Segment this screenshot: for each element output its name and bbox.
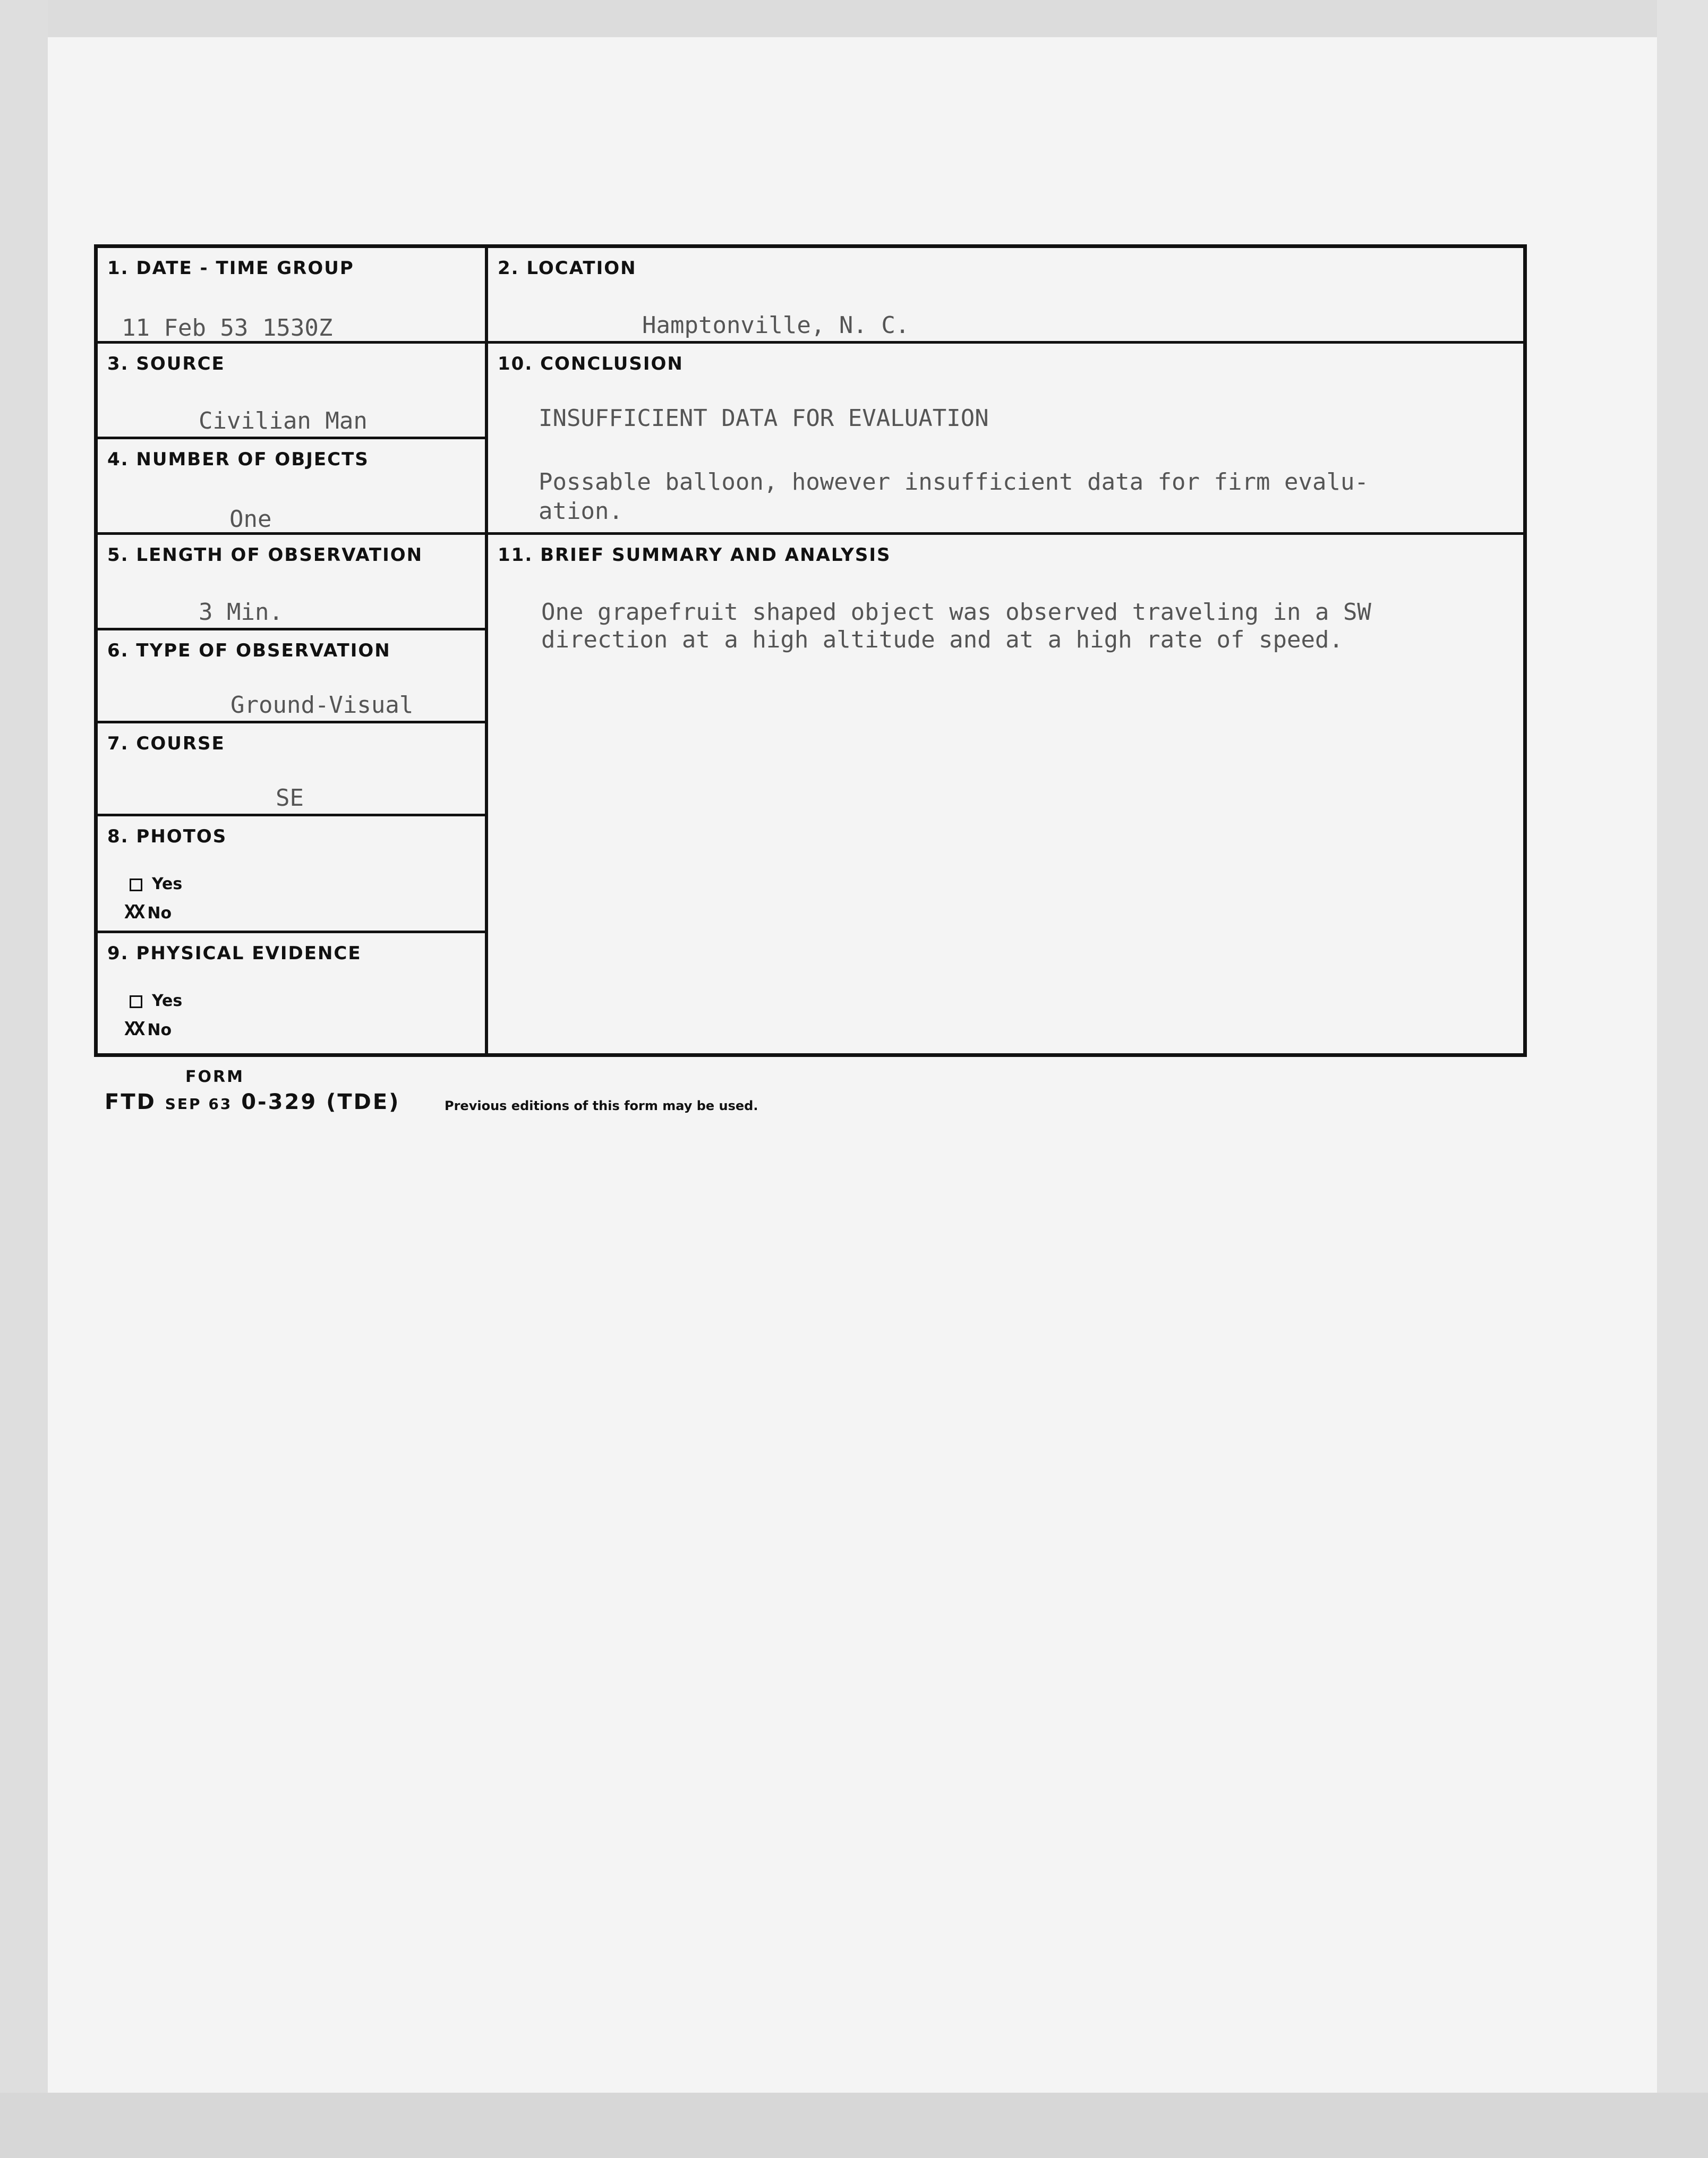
checkbox-empty-icon [130,878,142,891]
date-time-value: 11 Feb 53 1530Z [122,314,333,342]
location-label: 2. LOCATION [498,258,637,279]
photos-no-label: No [147,904,172,923]
summary-label: 11. BRIEF SUMMARY AND ANALYSIS [498,544,891,566]
type-of-observation-label: 6. TYPE OF OBSERVATION [107,640,391,661]
summary-cell [488,535,1527,1055]
conclusion-line-2: Possable balloon, however insufficient data for firm evalu- [539,468,1369,496]
form-identifier [105,1090,400,1114]
number-of-objects-value: One [229,506,272,533]
physical-evidence-yes-option[interactable] [130,992,182,1010]
summary-line-1: One grapefruit shaped object was observed traveling in a SW [541,599,1371,626]
summary-line-2: direction at a high altitude and at a high rate of speed. [541,626,1343,653]
physical-evidence-no-option[interactable] [124,1018,172,1040]
form-prefix: FTD [105,1090,156,1114]
photos-no-option[interactable] [124,901,172,923]
form-right-column [488,248,1527,1053]
type-of-observation-cell [98,630,485,723]
previous-editions-note: Previous editions of this form may be used. [445,1098,758,1113]
scan-border-top [0,0,1708,37]
source-value: Civilian Man [199,407,368,434]
physical-evidence-no-label: No [147,1021,172,1039]
conclusion-label: 10. CONCLUSION [498,353,684,374]
length-of-observation-label: 5. LENGTH OF OBSERVATION [107,544,423,566]
conclusion-cell [488,344,1527,535]
conclusion-line-1: INSUFFICIENT DATA FOR EVALUATION [539,405,989,432]
type-of-observation-value: Ground-Visual [230,692,414,719]
typed-x-mark-icon: XX [124,1018,143,1040]
photos-yes-label: Yes [152,875,183,893]
number-of-objects-label: 4. NUMBER OF OBJECTS [107,449,369,470]
length-of-observation-value: 3 Min. [199,599,283,626]
physical-evidence-label: 9. PHYSICAL EVIDENCE [107,943,362,964]
physical-evidence-yes-label: Yes [152,992,183,1010]
date-time-label: 1. DATE - TIME GROUP [107,258,354,279]
scan-border-bottom [0,2093,1708,2158]
physical-evidence-cell [98,933,485,1055]
form-date: SEP 63 [165,1095,233,1113]
form-left-column [98,248,488,1053]
typed-x-mark-icon: XX [124,901,143,923]
photos-yes-option[interactable] [130,875,182,893]
scan-border-left [0,0,48,2158]
form-word: FORM [185,1068,244,1086]
source-cell [98,344,485,439]
course-value: SE [276,784,304,812]
number-of-objects-cell [98,439,485,535]
form-number: 0-329 (TDE) [241,1090,400,1114]
photos-cell [98,816,485,933]
date-time-cell [98,248,485,344]
photos-label: 8. PHOTOS [107,826,227,847]
checkbox-empty-icon [130,995,142,1008]
conclusion-line-3: ation. [539,498,623,525]
scan-border-right [1657,0,1708,2158]
source-label: 3. SOURCE [107,353,225,374]
course-cell [98,723,485,816]
report-form [94,244,1527,1057]
location-value: Hamptonville, N. C. [642,312,910,339]
location-cell [488,248,1527,344]
course-label: 7. COURSE [107,733,225,754]
length-of-observation-cell [98,535,485,630]
